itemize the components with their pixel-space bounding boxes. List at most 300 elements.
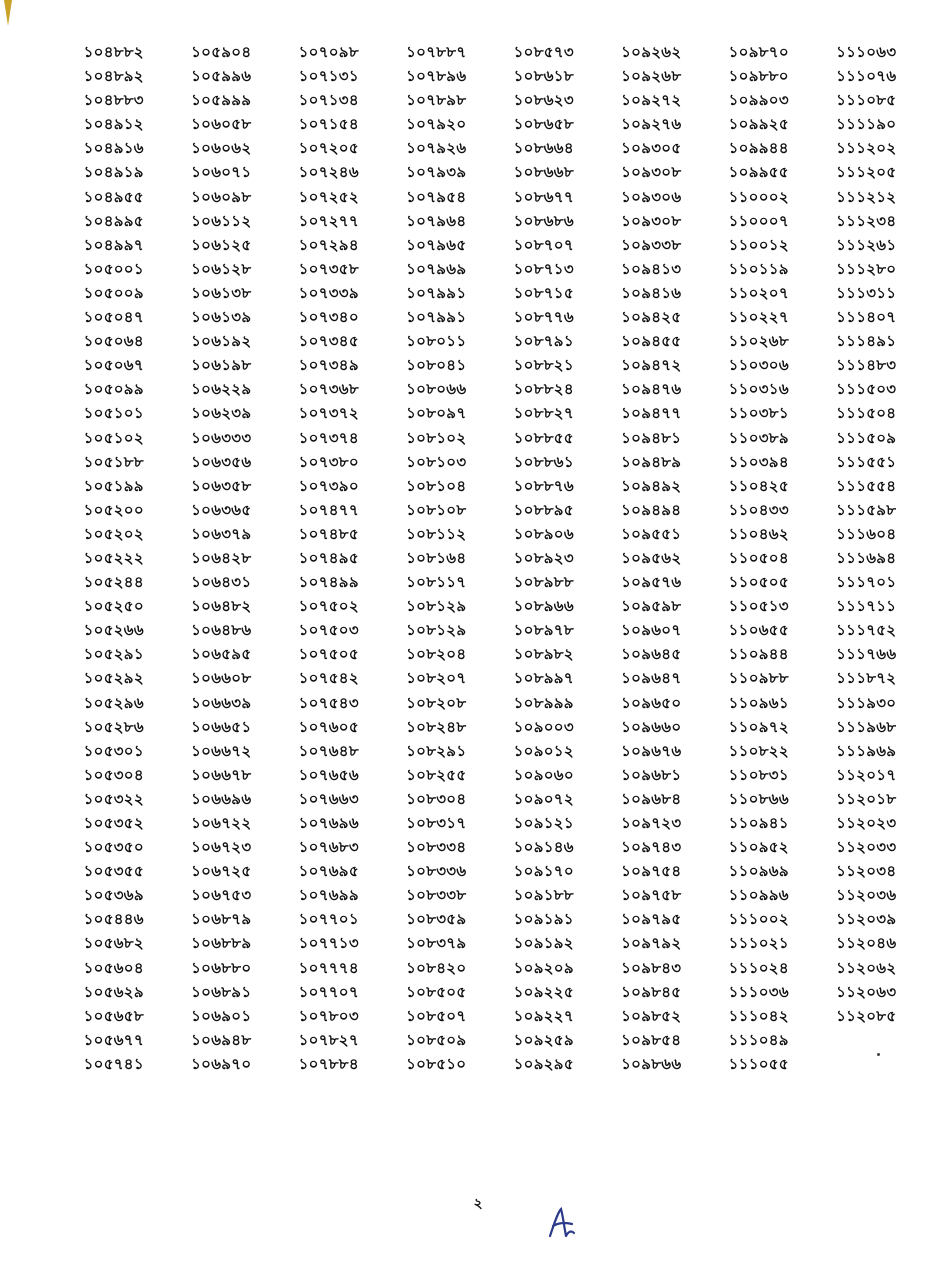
roll-number-cell: ১০৪৮৯২ bbox=[83, 67, 144, 86]
roll-number-cell: ১০৮৯২৩ bbox=[513, 548, 574, 567]
roll-number-cell: ১১০৫০৫ bbox=[728, 573, 789, 592]
roll-number-cell: ১০৮৯৯৯ bbox=[513, 693, 574, 712]
roll-number-cell: ১০৪৯১৬ bbox=[83, 139, 144, 158]
corner-mark bbox=[4, 0, 12, 26]
roll-number-cell: ১০৬৭৫৩ bbox=[191, 886, 252, 905]
roll-number-cell: ১০৯২০৯ bbox=[513, 958, 574, 977]
roll-number-cell: ১০৫২০২ bbox=[83, 524, 144, 543]
roll-number-cell: ১০৬৬০৮ bbox=[191, 669, 252, 688]
roll-number-cell: ১০৯৪৯৪ bbox=[621, 500, 682, 519]
roll-number-cell: ১১১০৫৫ bbox=[728, 1054, 789, 1073]
roll-number-cell: ১১১৫৫৪ bbox=[836, 476, 897, 495]
roll-number-cell: ১০৫১৮৮ bbox=[83, 452, 144, 471]
roll-number-cell: ১০৯২২৭ bbox=[513, 1006, 574, 1025]
roll-number-cell: ১০৬২৩৯ bbox=[191, 404, 252, 423]
roll-number-cell: ১০৯৪২৫ bbox=[621, 308, 682, 327]
roll-number-cell bbox=[813, 1052, 921, 1076]
roll-number-cell: ১০৫২৯১ bbox=[83, 645, 144, 664]
roll-number-cell: ১০৮০৪১ bbox=[406, 356, 467, 375]
roll-number-cell: ১০৪৮৮৩ bbox=[83, 91, 144, 110]
roll-number-cell: ১০৬০৯৮ bbox=[191, 187, 252, 206]
roll-number-cell: ১১২০৮৫ bbox=[836, 1006, 897, 1025]
roll-number-cell: ১০৮৯৭৮ bbox=[513, 621, 574, 640]
roll-number-cell: ১১০৩০৬ bbox=[728, 356, 789, 375]
roll-number-cell: ১০৭১৩৪ bbox=[298, 91, 359, 110]
roll-number-cell: ১০৭২৪৬ bbox=[298, 163, 359, 182]
roll-number-cell: ১০৬৬৭২ bbox=[191, 741, 252, 760]
roll-number-cell: ১০৯৮৮০ bbox=[728, 67, 789, 86]
roll-number-cell: ১০৯২২৫ bbox=[513, 982, 574, 1001]
roll-number-cell: ১১০৩৮১ bbox=[728, 404, 789, 423]
roll-number-cell: ১০৮৩৭৯ bbox=[406, 934, 467, 953]
roll-number-cell: ১০৬৪৩১ bbox=[191, 573, 252, 592]
roll-number-cell: ১০৯৭৫৪ bbox=[621, 862, 682, 881]
roll-number-cell: ১০৬১৩৯ bbox=[191, 308, 252, 327]
roll-number-cell: ১১১৭৫২ bbox=[836, 621, 897, 640]
roll-number-cell: ১১১৯৬৯ bbox=[836, 741, 897, 760]
roll-number-cell: ১০৫৪৪৬ bbox=[83, 910, 144, 929]
roll-number-cell: ১০৬৬৭৮ bbox=[191, 765, 252, 784]
roll-number-cell: ১০৭২৯৪ bbox=[298, 235, 359, 254]
roll-number-cell: ১০৯৭৯২ bbox=[621, 934, 682, 953]
roll-number-cell: ১১১৯৩০ bbox=[836, 693, 897, 712]
roll-number-cell: ১০৯৪১৩ bbox=[621, 259, 682, 278]
stray-dot bbox=[877, 1053, 880, 1056]
roll-number-cell: ১০৯১৮৮ bbox=[513, 886, 574, 905]
roll-number-cell: ১০৯৬৬০ bbox=[621, 717, 682, 736]
roll-number-cell: ১০৭৩৪৯ bbox=[298, 356, 359, 375]
roll-number-cell: ১০৯৯৫৫ bbox=[728, 163, 789, 182]
roll-number-cell: ১০৯২৬২ bbox=[621, 43, 682, 61]
roll-number-cell: ১১০৫১৩ bbox=[728, 597, 789, 616]
roll-number-cell: ১০৮৩৩৬ bbox=[406, 862, 467, 881]
roll-number-cell: ১১০১১৯ bbox=[728, 259, 789, 278]
roll-number-cell: ১০৭৫৪২ bbox=[298, 669, 359, 688]
roll-number-cell: ১০৯২৭৬ bbox=[621, 115, 682, 134]
roll-number-cell: ১০৭১৩১ bbox=[298, 67, 359, 86]
roll-number-cell: ১১০৮২২ bbox=[728, 741, 789, 760]
roll-number-cell: ১১১৪৮৩ bbox=[836, 356, 897, 375]
roll-number-cell: ১১২০৩৬ bbox=[836, 886, 897, 905]
roll-number-cell: ১০৯৩০৮ bbox=[621, 163, 682, 182]
roll-number-cell: ১০৫৯৯৯ bbox=[191, 91, 252, 110]
roll-number-cell: ১০৫৬৭৭ bbox=[83, 1030, 144, 1049]
roll-number-cell: ১০৮১২৯ bbox=[406, 621, 467, 640]
roll-number-cell: ১০৭২৭৭ bbox=[298, 211, 359, 230]
roll-number-cell: ১০৫৬৫৮ bbox=[83, 1006, 144, 1025]
roll-number-cell: ১০৮২৫৫ bbox=[406, 765, 467, 784]
roll-number-cell: ১০৭৯২০ bbox=[406, 115, 467, 134]
roll-number-cell: ১১২০৩৯ bbox=[836, 910, 897, 929]
roll-number-cell: ১০৭২০৫ bbox=[298, 139, 359, 158]
roll-number-cell: ১০৮১১৭ bbox=[406, 573, 467, 592]
roll-number-cell: ১০৫২২২ bbox=[83, 548, 144, 567]
roll-number-cell: ১০৮২০৪ bbox=[406, 645, 467, 664]
roll-number-cell: ১০৮৮২১ bbox=[513, 356, 574, 375]
roll-number-cell: ১০৬০৬২ bbox=[191, 139, 252, 158]
roll-number-cell bbox=[813, 1028, 921, 1052]
roll-number-cell: ১০৯১২১ bbox=[513, 814, 574, 832]
roll-number-cell: ১০৫৩৫৫ bbox=[83, 862, 144, 881]
roll-number-cell: ১০৮৮৫৫ bbox=[513, 428, 574, 447]
roll-number-cell: ১১১২৩৪ bbox=[836, 211, 897, 230]
roll-number-cell: ১০৪৮৮২ bbox=[83, 43, 144, 61]
roll-number-cell: ১১০৯৬৯ bbox=[728, 862, 789, 881]
roll-number-cell: ১১০৯৫২ bbox=[728, 838, 789, 857]
page-number: ২ bbox=[473, 1196, 483, 1212]
roll-number-cell: ১০৫৬৮২ bbox=[83, 934, 144, 953]
roll-number-cell: ১০৮৮৯৫ bbox=[513, 500, 574, 519]
roll-number-cell: ১০৬৪৮২ bbox=[191, 597, 252, 616]
roll-number-cell: ১০৮৭৯১ bbox=[513, 332, 574, 351]
roll-number-cell: ১০৬৫৯৫ bbox=[191, 645, 252, 664]
roll-number-cell: ১০৭৩৪৫ bbox=[298, 332, 359, 351]
roll-number-cell: ১০৮৭১৩ bbox=[513, 259, 574, 278]
roll-number-cell: ১০৯১৯২ bbox=[513, 934, 574, 953]
roll-number-cell: ১১১০৬৩ bbox=[836, 43, 897, 61]
roll-number-cell: ১০৯৪৭৬ bbox=[621, 380, 682, 399]
roll-number-cell: ১০৭৯৯১ bbox=[406, 308, 467, 327]
roll-number-cell: ১০৭৬৪৮ bbox=[298, 741, 359, 760]
roll-number-cell: ১১১২০২ bbox=[836, 139, 897, 158]
roll-number-cell: ১০৭৯৫৪ bbox=[406, 187, 467, 206]
roll-number-cell: ১০৫০৯৯ bbox=[83, 380, 144, 399]
roll-number-cell: ১১১২১২ bbox=[836, 187, 897, 206]
roll-number-cell: ১১১৬৯৪ bbox=[836, 548, 897, 567]
roll-number-cell: ১০৬১৩৮ bbox=[191, 283, 252, 302]
roll-number-cell: ১০৯৫৯৮ bbox=[621, 597, 682, 616]
roll-number-cell: ১১০৩৯৪ bbox=[728, 452, 789, 471]
roll-number-cell: ১০৭৩৬৮ bbox=[298, 380, 359, 399]
roll-number-cell: ১১০২৬৮ bbox=[728, 332, 789, 351]
roll-number-cell: ১০৯৮৪৩ bbox=[621, 958, 682, 977]
roll-number-cell: ১০৯৬০৭ bbox=[621, 621, 682, 640]
roll-number-cell: ১০৮১০৮ bbox=[406, 500, 467, 519]
roll-number-cell: ১০৯৫৭৬ bbox=[621, 573, 682, 592]
roll-number-cell: ১১০৯৭২ bbox=[728, 717, 789, 736]
roll-number-cell: ১১১৫০৯ bbox=[836, 428, 897, 447]
roll-number-cell: ১০৮৬৬৪ bbox=[513, 139, 574, 158]
roll-number-cell: ১০৪৯৫৫ bbox=[83, 187, 144, 206]
roll-number-cell: ১০৭৭০৭ bbox=[298, 982, 359, 1001]
roll-number-cell: ১০৭৭৭৪ bbox=[298, 958, 359, 977]
roll-number-cell: ১০৭৪৮৫ bbox=[298, 524, 359, 543]
roll-number-cell: ১০৯৮৭০ bbox=[728, 43, 789, 61]
roll-number-cell: ১০৮৯০৬ bbox=[513, 524, 574, 543]
roll-number-cell: ১১০৪৬২ bbox=[728, 524, 789, 543]
roll-number-cell: ১০৭৩৮০ bbox=[298, 452, 359, 471]
roll-number-cell: ১০৮৬৬৮ bbox=[513, 163, 574, 182]
roll-number-cell: ১০৬১৯৮ bbox=[191, 356, 252, 375]
roll-number-cell: ১০৮১০৩ bbox=[406, 452, 467, 471]
roll-number-cell: ১০৪৯৯৫ bbox=[83, 211, 144, 230]
roll-number-cell: ১০৫২০০ bbox=[83, 500, 144, 519]
roll-number-cell: ১০৯২৬৮ bbox=[621, 67, 682, 86]
roll-number-cell: ১০৯০১২ bbox=[513, 741, 574, 760]
roll-number-cell: ১০৫৩৬৯ bbox=[83, 886, 144, 905]
roll-number-cell: ১০৯৪৭৭ bbox=[621, 404, 682, 423]
roll-number-cell: ১১০৩১৬ bbox=[728, 380, 789, 399]
roll-number-cell: ১০৮৯৮৮ bbox=[513, 573, 574, 592]
roll-number-cell: ১০৬৮৮০ bbox=[191, 958, 252, 977]
roll-number-cell: ১১০৯৪৪ bbox=[728, 645, 789, 664]
roll-number-cell: ১০৫৬০৪ bbox=[83, 958, 144, 977]
roll-number-cell: ১০৮৫৭৩ bbox=[513, 43, 574, 61]
roll-number-cell: ১১০৯৪১ bbox=[728, 814, 789, 832]
roll-number-cell: ১০৮৪২০ bbox=[406, 958, 467, 977]
roll-number-cell: ১০৮৬২৩ bbox=[513, 91, 574, 110]
roll-number-cell: ১০৭৩৭৪ bbox=[298, 428, 359, 447]
roll-number-cell: ১০৬১১২ bbox=[191, 211, 252, 230]
roll-number-cell: ১০৬৪৮৬ bbox=[191, 621, 252, 640]
roll-number-cell: ১০৫২৪৪ bbox=[83, 573, 144, 592]
roll-number-cell: ১০৮৩১৭ bbox=[406, 814, 467, 832]
roll-number-cell: ১০৭২৫২ bbox=[298, 187, 359, 206]
roll-number-cell: ১১০৯৮৮ bbox=[728, 669, 789, 688]
roll-number-cell: ১০৬১২৫ bbox=[191, 235, 252, 254]
roll-number-cell: ১০৬৩৩৩ bbox=[191, 428, 252, 447]
roll-number-cell: ১০৮৬১৮ bbox=[513, 67, 574, 86]
roll-number-cell: ১০৮৭০৭ bbox=[513, 235, 574, 254]
roll-number-cell: ১০৮১২৯ bbox=[406, 597, 467, 616]
roll-number-cell: ১০৭৪৭৭ bbox=[298, 500, 359, 519]
roll-number-cell: ১০৯৭২৩ bbox=[621, 814, 682, 832]
roll-number-cell: ১০৪৯৯৭ bbox=[83, 235, 144, 254]
roll-number-cell: ১০৬৩৬৫ bbox=[191, 500, 252, 519]
roll-number-cell: ১০৬৮৯১ bbox=[191, 982, 252, 1001]
roll-number-cell: ১০৮৮৭৬ bbox=[513, 476, 574, 495]
roll-number-cell: ১০৮৯৬৬ bbox=[513, 597, 574, 616]
roll-number-cell: ১০৫১৯৯ bbox=[83, 476, 144, 495]
roll-number-cell: ১০৯০০৩ bbox=[513, 717, 574, 736]
roll-number-cell: ১০৭৬৮৩ bbox=[298, 838, 359, 857]
roll-number-cell: ১১২০৬৩ bbox=[836, 982, 897, 1001]
roll-number-cell: ১০৯৭৯৫ bbox=[621, 910, 682, 929]
roll-number-cell: ১০৭৩৩৯ bbox=[298, 283, 359, 302]
roll-number-cell: ১০৭৩৪০ bbox=[298, 308, 359, 327]
roll-number-cell: ১০৯১৪৬ bbox=[513, 838, 574, 857]
roll-number-cell: ১০৮০৬৬ bbox=[406, 380, 467, 399]
roll-number-cell: ১০৭৫০৫ bbox=[298, 645, 359, 664]
roll-number-cell: ১০৫০৬৭ bbox=[83, 356, 144, 375]
roll-number-cell: ১০৮২০৭ bbox=[406, 669, 467, 688]
roll-number-cell: ১০৫২৮৬ bbox=[83, 717, 144, 736]
roll-number-cell: ১০৫০০১ bbox=[83, 259, 144, 278]
roll-number-cell: ১১০২০৭ bbox=[728, 283, 789, 302]
roll-number-cell: ১০৯০৭২ bbox=[513, 789, 574, 808]
roll-number-cell: ১০৬৩৫৬ bbox=[191, 452, 252, 471]
roll-number-cell: ১০৭৪৯৫ bbox=[298, 548, 359, 567]
roll-number-cell: ১১২০১৭ bbox=[836, 765, 897, 784]
roll-number-cell: ১০৫২৫০ bbox=[83, 597, 144, 616]
roll-number-cell: ১০৬৬৩৯ bbox=[191, 693, 252, 712]
roll-number-cell: ১০৮২৯১ bbox=[406, 741, 467, 760]
roll-number-cell: ১০৮৫০৫ bbox=[406, 982, 467, 1001]
roll-number-cell: ১০৮৯৮২ bbox=[513, 645, 574, 664]
roll-number-cell: ১১০৫০৪ bbox=[728, 548, 789, 567]
roll-number-cell: ১১২০১৮ bbox=[836, 789, 897, 808]
roll-number-cell: ১০৯৪৮৯ bbox=[621, 452, 682, 471]
roll-number-cell: ১০৭৩৯০ bbox=[298, 476, 359, 495]
roll-number-cell: ১১১২৮০ bbox=[836, 259, 897, 278]
roll-number-cell: ১১২০৪৬ bbox=[836, 934, 897, 953]
roll-number-cell: ১০৬৭২৩ bbox=[191, 838, 252, 857]
roll-number-cell: ১০৯৩০৮ bbox=[621, 211, 682, 230]
roll-number-cell: ১১০০০৭ bbox=[728, 211, 789, 230]
roll-number-cell: ১০৭৮২৭ bbox=[298, 1030, 359, 1049]
roll-number-cell: ১০৭৫০২ bbox=[298, 597, 359, 616]
roll-number-cell: ১০৫২৯২ bbox=[83, 669, 144, 688]
roll-number-cell: ১০৮০১১ bbox=[406, 332, 467, 351]
roll-number-cell: ১১১৯৬৮ bbox=[836, 717, 897, 736]
roll-number-cell: ১০৯৮৫২ bbox=[621, 1006, 682, 1025]
roll-number-cell: ১০৮৩৩৮ bbox=[406, 886, 467, 905]
roll-number-cell: ১০৭৩৭২ bbox=[298, 404, 359, 423]
roll-number-cell: ১০৮১০২ bbox=[406, 428, 467, 447]
roll-number-cell: ১০৭৩৫৮ bbox=[298, 259, 359, 278]
roll-number-cell: ১০৯৯৪৪ bbox=[728, 139, 789, 158]
roll-number-cell: ১১২০২৩ bbox=[836, 814, 897, 832]
roll-number-cell: ১০৫৩০১ bbox=[83, 741, 144, 760]
roll-number-cell: ১১১৪০৭ bbox=[836, 308, 897, 327]
roll-number-cell: ১০৯৫৫১ bbox=[621, 524, 682, 543]
roll-number-cell: ১০৫৩৫২ bbox=[83, 814, 144, 832]
roll-number-cell: ১০৯৬৫০ bbox=[621, 693, 682, 712]
roll-number-cell: ১০৮৫০৭ bbox=[406, 1006, 467, 1025]
roll-number-cell: ১০৭৬৯৫ bbox=[298, 862, 359, 881]
roll-number-cell: ১০৯৭৪৩ bbox=[621, 838, 682, 857]
roll-number-cell: ১০৯৬৮১ bbox=[621, 765, 682, 784]
roll-number-cell: ১০৮৮২৪ bbox=[513, 380, 574, 399]
roll-number-cell: ১১১০৩৬ bbox=[728, 982, 789, 1001]
roll-number-cell: ১০৯৩০৫ bbox=[621, 139, 682, 158]
roll-number-cell: ১০৬৭২২ bbox=[191, 814, 252, 832]
roll-number-cell: ১০৫৬২৯ bbox=[83, 982, 144, 1001]
roll-number-cell: ১০৫২৯৬ bbox=[83, 693, 144, 712]
roll-number-cell: ১১১০২১ bbox=[728, 934, 789, 953]
roll-number-cell: ১০৯৪৭২ bbox=[621, 356, 682, 375]
roll-number-cell: ১০৬৩৫৮ bbox=[191, 476, 252, 495]
roll-number-cell: ১০৭৯৬৪ bbox=[406, 211, 467, 230]
roll-number-cell: ১০৮৮২৭ bbox=[513, 404, 574, 423]
roll-number-cell: ১১১৮৭২ bbox=[836, 669, 897, 688]
roll-number-cell: ১০৯৯২৫ bbox=[728, 115, 789, 134]
roll-number-cell: ১০৭৬৫৬ bbox=[298, 765, 359, 784]
roll-number-cell: ১০৯৮৪৫ bbox=[621, 982, 682, 1001]
roll-number-cell: ১০৮০৯৭ bbox=[406, 404, 467, 423]
roll-number-cell: ১১২০৬২ bbox=[836, 958, 897, 977]
roll-number-cell: ১০৭৬৯৯ bbox=[298, 886, 359, 905]
roll-number-cell: ১০৮৯৯৭ bbox=[513, 669, 574, 688]
roll-number-cell: ১০৮৭১৫ bbox=[513, 283, 574, 302]
roll-number-cell: ১০৮৭৭৬ bbox=[513, 308, 574, 327]
roll-number-cell: ১০৭৮৮৪ bbox=[298, 1054, 359, 1073]
roll-number-cell: ১০৭৮৯৬ bbox=[406, 67, 467, 86]
roll-number-cell: ১১০৯৯৬ bbox=[728, 886, 789, 905]
roll-number-cell: ১১১০৭৬ bbox=[836, 67, 897, 86]
roll-number-cell: ১১১২০৫ bbox=[836, 163, 897, 182]
roll-number-cell: ১০৬৬৫১ bbox=[191, 717, 252, 736]
roll-number-cell: ১১০৪২৫ bbox=[728, 476, 789, 495]
roll-number-cell: ১০৮৩৫৯ bbox=[406, 910, 467, 929]
roll-number-cell: ১০৭১৫৪ bbox=[298, 115, 359, 134]
roll-number-cell: ১১১৭৬৬ bbox=[836, 645, 897, 664]
roll-number-cell: ১০৭৪৯৯ bbox=[298, 573, 359, 592]
roll-number-cell: ১০৭৬০৫ bbox=[298, 717, 359, 736]
roll-number-cell: ১১১৭১১ bbox=[836, 597, 897, 616]
roll-number-cell: ১০৭৮০৩ bbox=[298, 1006, 359, 1025]
roll-number-cell: ১০৬৯৭০ bbox=[191, 1054, 252, 1073]
roll-number-cell: ১০৭৭০১ bbox=[298, 910, 359, 929]
roll-number-cell: ১০৮৫১০ bbox=[406, 1054, 467, 1073]
roll-number-cell: ১১২০৩৩ bbox=[836, 838, 897, 857]
roll-number-cell: ১১২০৩৪ bbox=[836, 862, 897, 881]
roll-number-cell: ১০৯৪৯২ bbox=[621, 476, 682, 495]
roll-number-cell: ১০৯৬৪৫ bbox=[621, 645, 682, 664]
roll-number-cell: ১০৪৯১৯ bbox=[83, 163, 144, 182]
roll-number-cell: ১০৬৬৯৬ bbox=[191, 789, 252, 808]
roll-number-cell: ১০৫৩২২ bbox=[83, 789, 144, 808]
roll-number-cell: ১১১১৯০ bbox=[836, 115, 897, 134]
roll-number-cell: ১০৮৬৭৭ bbox=[513, 187, 574, 206]
roll-number-cell: ১০৭৯৯১ bbox=[406, 283, 467, 302]
roll-number-cell: ১০৬৭২৫ bbox=[191, 862, 252, 881]
roll-number-cell: ১০৫৩৫০ bbox=[83, 838, 144, 857]
roll-number-cell: ১০৯৪৮১ bbox=[621, 428, 682, 447]
roll-number-cell: ১০৫৩০৪ bbox=[83, 765, 144, 784]
roll-number-cell: ১১১৫০৩ bbox=[836, 380, 897, 399]
roll-number-cell: ১০৯২৯৫ bbox=[513, 1054, 574, 1073]
roll-number-cell: ১০৯২৭২ bbox=[621, 91, 682, 110]
roll-number-cell: ১০৯৫৬২ bbox=[621, 548, 682, 567]
roll-number-cell: ১১১৫৫১ bbox=[836, 452, 897, 471]
roll-number-cell: ১১১৫০৪ bbox=[836, 404, 897, 423]
roll-number-cell: ১১১০০২ bbox=[728, 910, 789, 929]
roll-number-cell: ১০৫০৪৭ bbox=[83, 308, 144, 327]
roll-number-cell: ১১১০৪২ bbox=[728, 1006, 789, 1025]
roll-number-cell: ১০৮১০৪ bbox=[406, 476, 467, 495]
roll-number-cell: ১০৫৯৯৬ bbox=[191, 67, 252, 86]
roll-number-cell: ১১০৮৩১ bbox=[728, 765, 789, 784]
roll-number-cell: ১০৮৮৬১ bbox=[513, 452, 574, 471]
roll-number-cell: ১১১০৮৫ bbox=[836, 91, 897, 110]
roll-number-cell: ১১১০২৪ bbox=[728, 958, 789, 977]
roll-number-cell: ১০৭৬৯৬ bbox=[298, 814, 359, 832]
roll-number-cell: ১০৭৬৬৩ bbox=[298, 789, 359, 808]
roll-number-cell: ১০৬৩৭৯ bbox=[191, 524, 252, 543]
roll-number-cell: ১০৬৯০১ bbox=[191, 1006, 252, 1025]
roll-number-cell: ১১০২২৭ bbox=[728, 308, 789, 327]
roll-number-cell: ১০৮১৬৪ bbox=[406, 548, 467, 567]
roll-number-cell: ১০৯৮৬৬ bbox=[621, 1054, 682, 1073]
roll-number-cell: ১০৯৭৫৮ bbox=[621, 886, 682, 905]
roll-number-cell: ১০৭৮৮৭ bbox=[406, 43, 467, 61]
roll-number-cell: ১০৮৫০৯ bbox=[406, 1030, 467, 1049]
roll-number-cell: ১০৭৫৪৩ bbox=[298, 693, 359, 712]
roll-number-cell: ১১১২৬১ bbox=[836, 235, 897, 254]
roll-number-cell: ১০৯৬৮৪ bbox=[621, 789, 682, 808]
roll-number-cell: ১০৯১৭০ bbox=[513, 862, 574, 881]
roll-number-cell: ১১০৩৮৯ bbox=[728, 428, 789, 447]
roll-number-cell: ১১০৪৩৩ bbox=[728, 500, 789, 519]
roll-number-cell: ১০৬১২৮ bbox=[191, 259, 252, 278]
roll-number-cell: ১০৬০৭১ bbox=[191, 163, 252, 182]
roll-number-cell: ১১০৯৬১ bbox=[728, 693, 789, 712]
roll-number-cell: ১০৫১০১ bbox=[83, 404, 144, 423]
roll-number-cell: ১০৮১১২ bbox=[406, 524, 467, 543]
roll-number-cell: ১০৪৯১২ bbox=[83, 115, 144, 134]
roll-number-cell: ১০৫২৬৬ bbox=[83, 621, 144, 640]
